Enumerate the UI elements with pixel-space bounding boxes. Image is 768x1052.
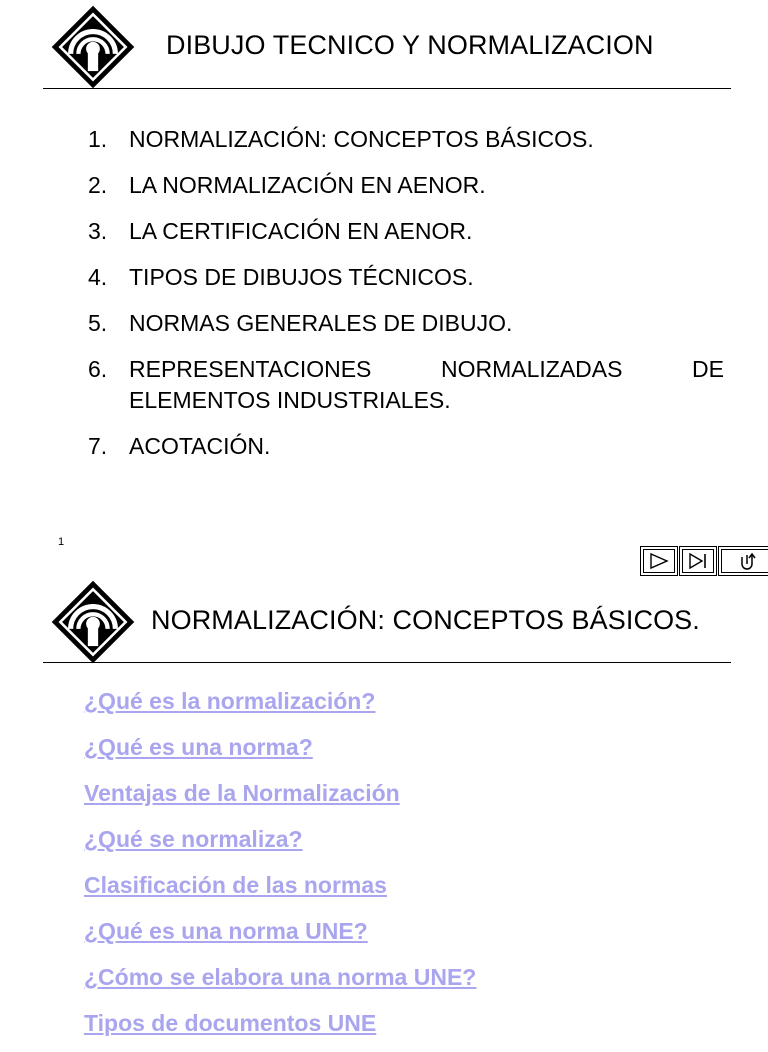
list-item[interactable]: 5. NORMAS GENERALES DE DIBUJO.	[88, 310, 513, 336]
title-divider	[43, 662, 731, 663]
list-item[interactable]: 7. ACOTACIÓN.	[88, 433, 271, 459]
skip-forward-icon	[687, 552, 709, 570]
topic-link[interactable]: Ventajas de la Normalización	[84, 780, 400, 806]
topic-link[interactable]: ¿Qué es la normalización?	[84, 688, 376, 714]
title-divider	[43, 88, 731, 89]
topic-link[interactable]: ¿Qué es una norma?	[84, 734, 313, 760]
logo-icon	[50, 4, 136, 90]
list-item[interactable]: 4. TIPOS DE DIBUJOS TÉCNICOS.	[88, 264, 474, 290]
return-icon	[735, 551, 759, 571]
next-slide-button[interactable]	[640, 546, 678, 576]
list-item[interactable]: 6. REPRESENTACIONES NORMALIZADAS DE ELEMENTOS INDUSTRIALES.	[88, 356, 724, 413]
list-item[interactable]: 1. NORMALIZACIÓN: CONCEPTOS BÁSICOS.	[88, 126, 594, 152]
topic-link[interactable]: Clasificación de las normas	[84, 872, 387, 898]
page-title: DIBUJO TECNICO Y NORMALIZACION	[166, 30, 654, 60]
page-number: 1	[58, 536, 65, 548]
topic-links	[84, 684, 476, 1052]
contents-list	[88, 124, 724, 477]
topic-link[interactable]: ¿Qué es una norma UNE?	[84, 918, 368, 944]
logo-icon	[50, 579, 136, 665]
return-button[interactable]	[718, 546, 768, 576]
topic-link[interactable]: Tipos de documentos UNE	[84, 1010, 377, 1036]
section-title: NORMALIZACIÓN: CONCEPTOS BÁSICOS.	[151, 605, 700, 635]
list-item[interactable]: 2. LA NORMALIZACIÓN EN AENOR.	[88, 172, 486, 198]
topic-link[interactable]: ¿Qué se normaliza?	[84, 826, 303, 852]
topic-link[interactable]: ¿Cómo se elabora una norma UNE?	[84, 964, 477, 990]
last-slide-button[interactable]	[679, 546, 717, 576]
play-icon	[648, 552, 670, 570]
slide-navigation	[640, 546, 768, 576]
list-item[interactable]: 3. LA CERTIFICACIÓN EN AENOR.	[88, 218, 473, 244]
